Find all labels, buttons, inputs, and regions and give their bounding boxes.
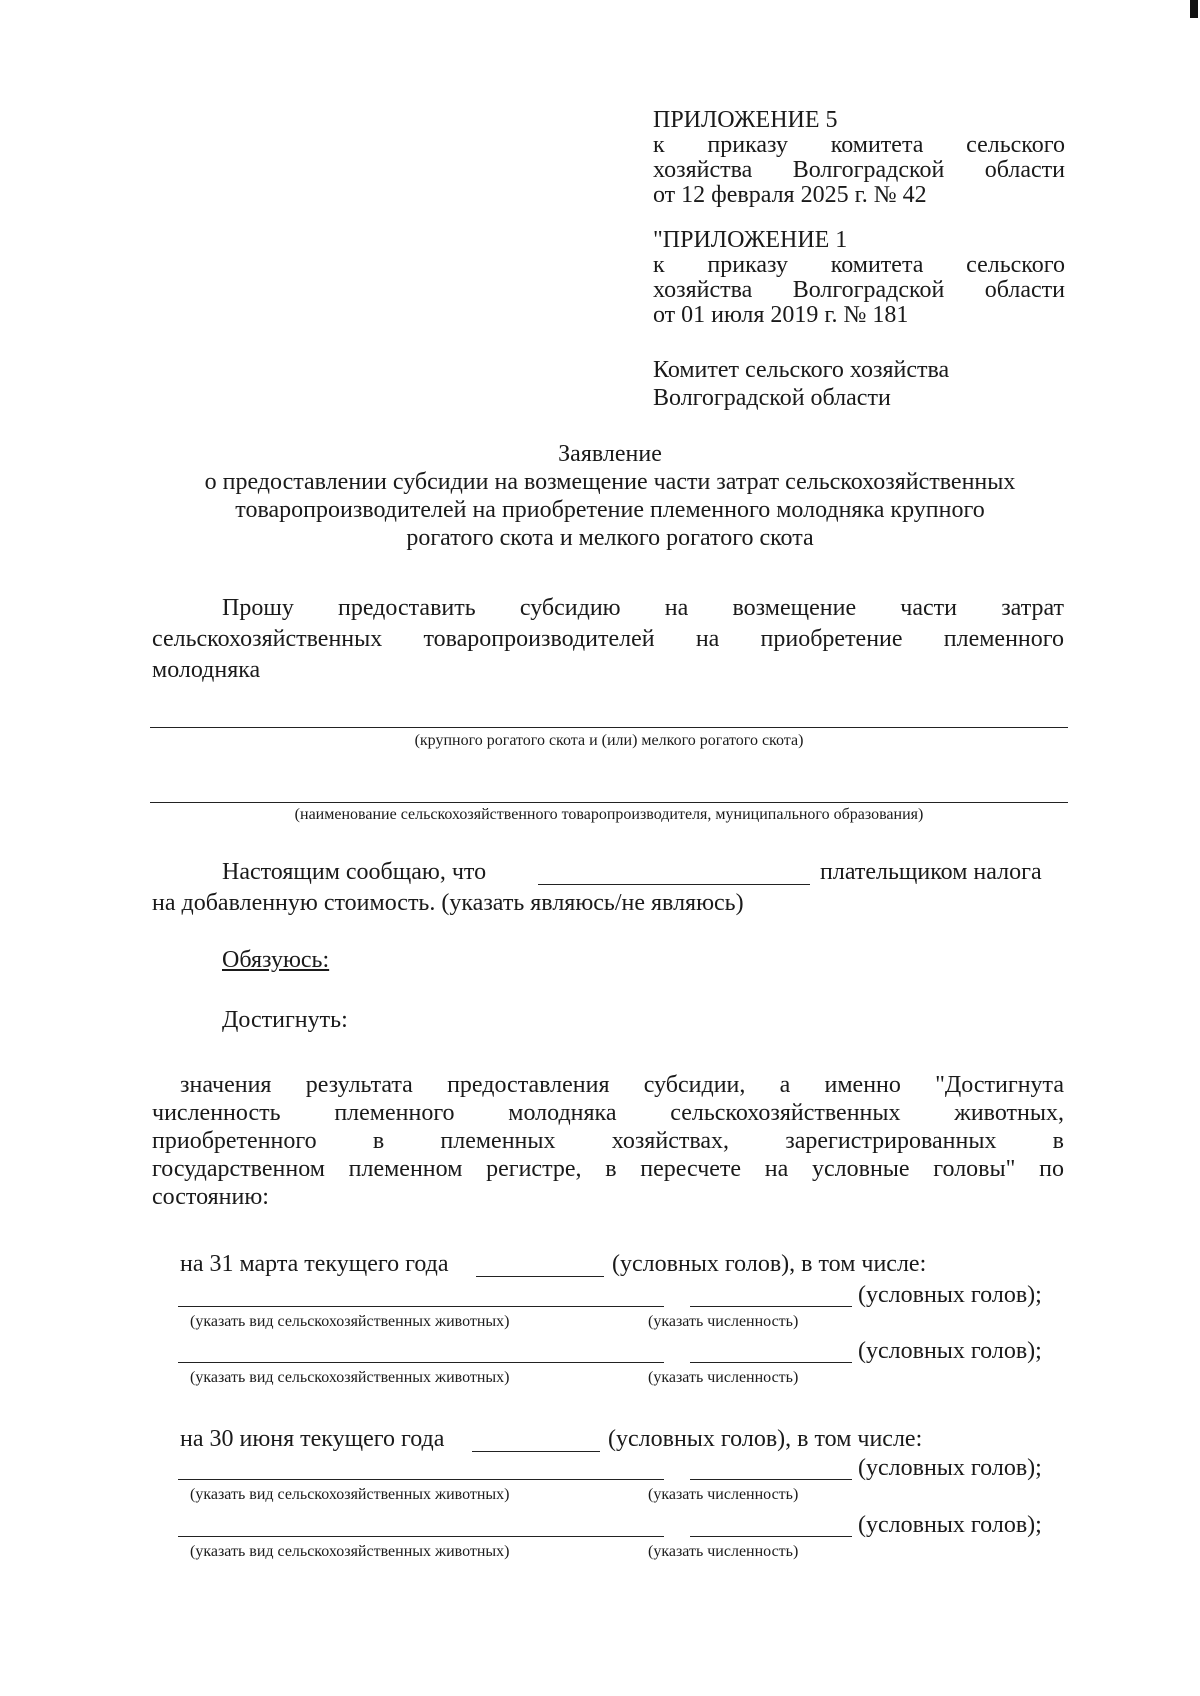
addressee-line: Волгоградской области: [653, 385, 891, 411]
appendix-1-block: [653, 228, 1065, 328]
vat-line-2: на добавленную стоимость. (указать являюсь/не являюсь): [152, 890, 744, 916]
heads-suffix: (условных голов);: [858, 1282, 1042, 1308]
statement-subject-line: о предоставлении субсидии на возмещение части затрат сельскохозяйственных: [204, 469, 1016, 495]
achieve-label: Достигнуть:: [222, 1007, 348, 1033]
animal-count-field[interactable]: [690, 1536, 852, 1537]
vat-prefix: Настоящим сообщаю, что: [222, 859, 487, 885]
heads-suffix: (условных голов);: [858, 1512, 1042, 1538]
animal-count-caption: (указать численность): [648, 1313, 799, 1330]
animal-count-caption: (указать численность): [648, 1486, 799, 1503]
request-line: Прошу предоставить субсидию на возмещение части затрат: [222, 595, 1064, 621]
result-line: состоянию:: [152, 1184, 269, 1210]
heads-suffix: (условных голов);: [858, 1455, 1042, 1481]
appendix-5-title: ПРИЛОЖЕНИЕ 5: [653, 107, 838, 133]
appendix-1-title: "ПРИЛОЖЕНИЕ 1: [653, 227, 848, 253]
animal-count-caption: (указать численность): [648, 1543, 799, 1560]
animal-type-field[interactable]: [178, 1362, 664, 1363]
animal-type-caption: (указать вид сельскохозяйственных животных): [190, 1543, 510, 1560]
result-paragraph: [152, 1071, 1064, 1211]
appendix-1-line: к приказу комитета сельского: [653, 252, 1065, 278]
appendix-5-line: хозяйства Волгоградской области: [653, 157, 1065, 183]
addressee-block: [653, 356, 1073, 412]
appendix-5-line: от 12 февраля 2025 г. № 42: [653, 182, 927, 208]
march-suffix: (условных голов), в том числе:: [612, 1251, 927, 1277]
animal-type-field[interactable]: [178, 1536, 664, 1537]
june-label: на 30 июня текущего года: [180, 1426, 445, 1452]
request-paragraph: [152, 593, 1064, 686]
statement-subject-line: товаропроизводителей на приобретение племенного молодняка крупного: [235, 497, 985, 523]
obligation-title: Обязуюсь:: [222, 947, 330, 973]
request-line: сельскохозяйственных товаропроизводителей на приобретение племенного: [152, 626, 1064, 652]
animal-type-caption: (указать вид сельскохозяйственных животных): [190, 1486, 510, 1503]
appendix-5-line: к приказу комитета сельского: [653, 132, 1065, 158]
march-total-field[interactable]: [476, 1276, 604, 1277]
appendix-1-line: от 01 июля 2019 г. № 181: [653, 302, 909, 328]
animal-type-field[interactable]: [178, 1306, 664, 1307]
animal-type-field[interactable]: [178, 1479, 664, 1480]
statement-subject-line: рогатого скота и мелкого рогатого скота: [406, 525, 814, 551]
producer-name-caption: (наименование сельскохозяйственного товаропроизводителя, муниципального образования): [294, 806, 924, 823]
vat-status-field[interactable]: [538, 884, 810, 885]
june-suffix: (условных голов), в том числе:: [608, 1426, 923, 1452]
appendix-5-block: [653, 108, 1065, 208]
statement-heading: [130, 440, 1090, 552]
animal-count-field[interactable]: [690, 1479, 852, 1480]
june-total-field[interactable]: [472, 1451, 600, 1452]
result-line: значения результата предоставления субсидии, а именно "Достигнута: [180, 1072, 1064, 1098]
livestock-type-caption: (крупного рогатого скота и (или) мелкого рогатого скота): [414, 732, 804, 749]
animal-count-field[interactable]: [690, 1306, 852, 1307]
livestock-type-field[interactable]: [150, 727, 1068, 728]
heads-suffix: (условных голов);: [858, 1338, 1042, 1364]
animal-count-field[interactable]: [690, 1362, 852, 1363]
addressee-line: Комитет сельского хозяйства: [653, 357, 950, 383]
statement-title: Заявление: [558, 441, 662, 467]
request-line: молодняка: [152, 657, 261, 683]
appendix-1-line: хозяйства Волгоградской области: [653, 277, 1065, 303]
animal-type-caption: (указать вид сельскохозяйственных животных): [190, 1369, 510, 1386]
animal-type-caption: (указать вид сельскохозяйственных животных): [190, 1313, 510, 1330]
result-line: государственном племенном регистре, в пересчете на условные головы" по: [152, 1156, 1064, 1182]
march-label: на 31 марта текущего года: [180, 1251, 449, 1277]
vat-suffix: плательщиком налога: [820, 859, 1042, 885]
producer-name-field[interactable]: [150, 802, 1068, 803]
result-line: приобретенного в племенных хозяйствах, зарегистрированных в: [152, 1128, 1064, 1154]
animal-count-caption: (указать численность): [648, 1369, 799, 1386]
scan-corner-mark: [1190, 0, 1198, 18]
result-line: численность племенного молодняка сельскохозяйственных животных,: [152, 1100, 1064, 1126]
